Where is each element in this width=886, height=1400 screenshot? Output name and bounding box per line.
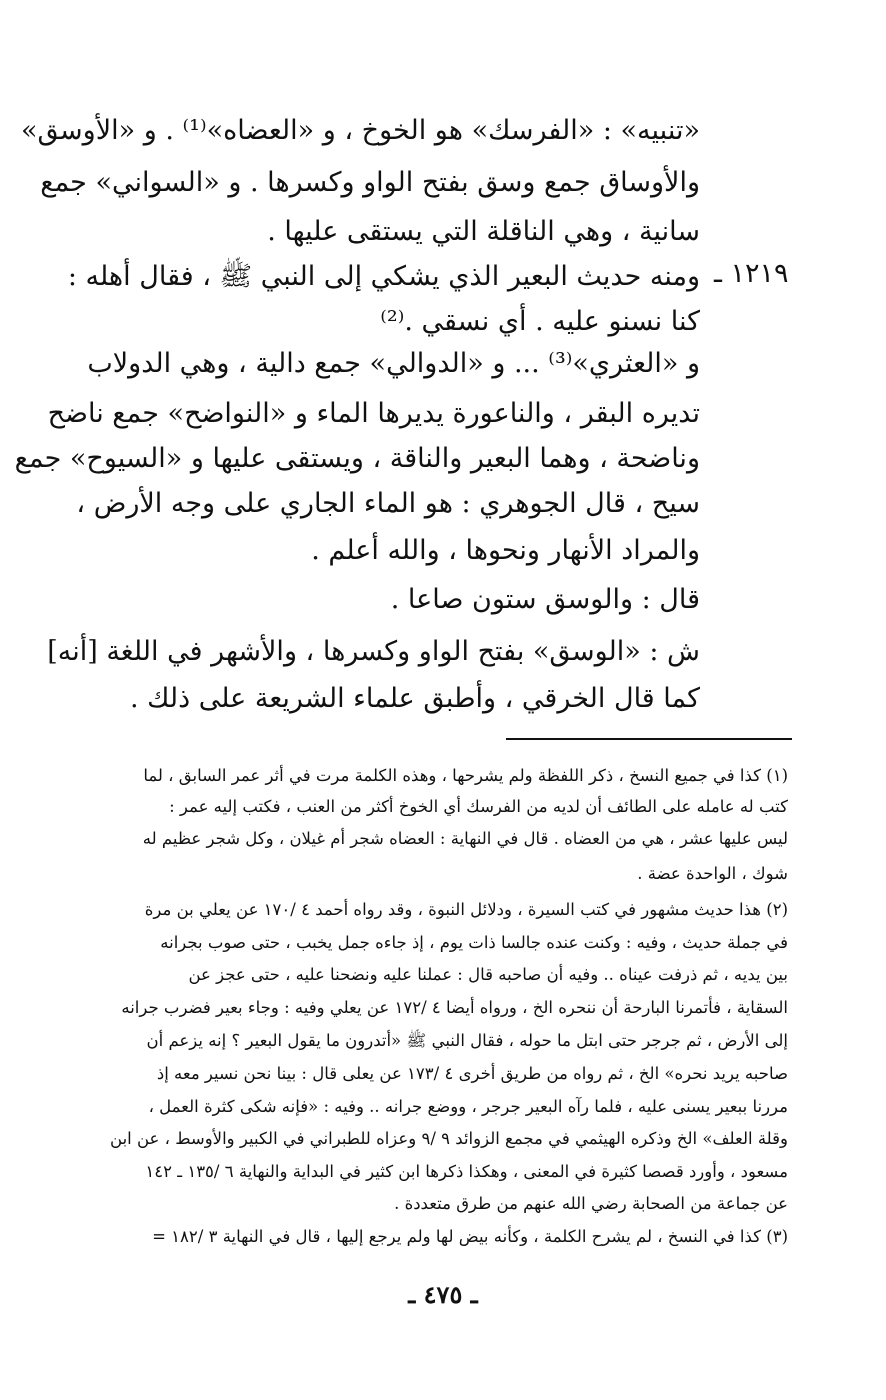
footnote-line: (٣) كذا في النسخ ، لم يشرح الكلمة ، وكأنه بيض لها ولم يرجع إليها ، قال في النهاية ٣ /١٨٢ = bbox=[152, 1227, 788, 1246]
main-line: ومنه حديث البعير الذي يشكي إلى النبي ﷺ ، فقال أهله : bbox=[67, 261, 700, 292]
page-number: ـ ٤٧٥ ـ bbox=[408, 1280, 478, 1309]
footnote-line: عن جماعة من الصحابة رضي الله عنهم من طرق متعددة . bbox=[394, 1194, 788, 1213]
footnote-line: مسعود ، وأورد قصصا كثيرة في المعنى ، وهكذا ذكرها ابن كثير في البداية والنهاية ٦ /١٣٥ ـ ١٤٢ bbox=[145, 1162, 788, 1181]
footnote-line: في جملة حديث ، وفيه : وكنت عنده جالسا ذات يوم ، إذ جاءه جمل يخبب ، حتى صوب بجرانه bbox=[160, 933, 788, 952]
footnote-line: مررنا ببعير يسنى عليه ، فلما رآه البعير جرجر ، ووضع جرانه .. وفيه : «فإنه شكى كثرة العمل ، bbox=[148, 1097, 788, 1116]
entry-number: ١٢١٩ ـ bbox=[714, 258, 789, 289]
main-line: سيح ، قال الجوهري : هو الماء الجاري على وجه الأرض ، bbox=[76, 488, 700, 519]
footnote-line: بين يديه ، ثم ذرفت عيناه .. وفيه أن صاحبه قال : عملنا عليه ونضحنا عليه ، حتى عجز عن bbox=[188, 965, 788, 984]
main-line: ش : «الوسق» بفتح الواو وكسرها ، والأشهر في اللغة [أنه] bbox=[47, 636, 700, 667]
footnote-line: شوك ، الواحدة عضة . bbox=[637, 864, 788, 883]
footnote-line: السقاية ، فأتمرنا البارحة أن ننحره الخ ، ورواه أيضا ٤ /١٧٢ عن يعلي وفيه : وجاء بعير فضرب جرانه bbox=[121, 998, 788, 1017]
main-line: والأوساق جمع وسق بفتح الواو وكسرها . و «السواني» جمع bbox=[40, 167, 700, 198]
footnote-line: وقلة العلف» الخ وذكره الهيثمي في مجمع الزوائد ٩ /٩ وعزاه للطبراني في الكبير والأوسط ، عن ابن bbox=[110, 1129, 788, 1148]
footnote-line: إلى الأرض ، ثم جرجر حتى ابتل ما حوله ، فقال النبي ﷺ «أتدرون ما يقول البعير ؟ إنه يزعم أن bbox=[146, 1031, 788, 1050]
footnote-line: ليس عليها عشر ، هي من العضاه . قال في النهاية : العضاه شجر أم غيلان ، وكل شجر عظيم له bbox=[142, 829, 788, 848]
main-line: و «العثري»⁽³⁾ ... و «الدوالي» جمع دالية ، وهي الدولاب bbox=[87, 348, 700, 379]
main-line: والمراد الأنهار ونحوها ، والله أعلم . bbox=[311, 535, 700, 566]
footnote-line: كتب له عامله على الطائف أن لديه من الفرسك أي الخوخ أكثر من العنب ، فكتب إليه عمر : bbox=[169, 797, 788, 816]
main-line: كما قال الخرقي ، وأطبق علماء الشريعة على ذلك . bbox=[129, 683, 700, 714]
main-line: تديره البقر ، والناعورة يديرها الماء و «النواضح» جمع ناضح bbox=[47, 398, 700, 429]
main-line: قال : والوسق ستون صاعا . bbox=[390, 584, 700, 615]
main-line: وناضحة ، وهما البعير والناقة ، ويستقى عليها و «السيوح» جمع bbox=[14, 443, 700, 474]
footnote-line: (١) كذا في جميع النسخ ، ذكر اللفظة ولم يشرحها ، وهذه الكلمة مرت في أثر عمر السابق ، لما bbox=[143, 766, 788, 785]
main-line: سانية ، وهي الناقلة التي يستقى عليها . bbox=[267, 216, 700, 247]
footnote-divider bbox=[506, 738, 792, 740]
main-line: كنا نسنو عليه . أي نسقي .⁽²⁾ bbox=[380, 306, 700, 337]
main-line: «تنبيه» : «الفرسك» هو الخوخ ، و «العضاه»⁽¹⁾ . و «الأوسق» bbox=[21, 115, 700, 146]
footnote-line: (٢) هذا حديث مشهور في كتب السيرة ، ودلائل النبوة ، وقد رواه أحمد ٤ /١٧٠ عن يعلي بن مرة bbox=[144, 900, 788, 919]
footnote-line: صاحبه يريد نحره» الخ ، ثم رواه من طريق أخرى ٤ /١٧٣ عن يعلى قال : بينا نحن نسير معه إذ bbox=[156, 1064, 788, 1083]
